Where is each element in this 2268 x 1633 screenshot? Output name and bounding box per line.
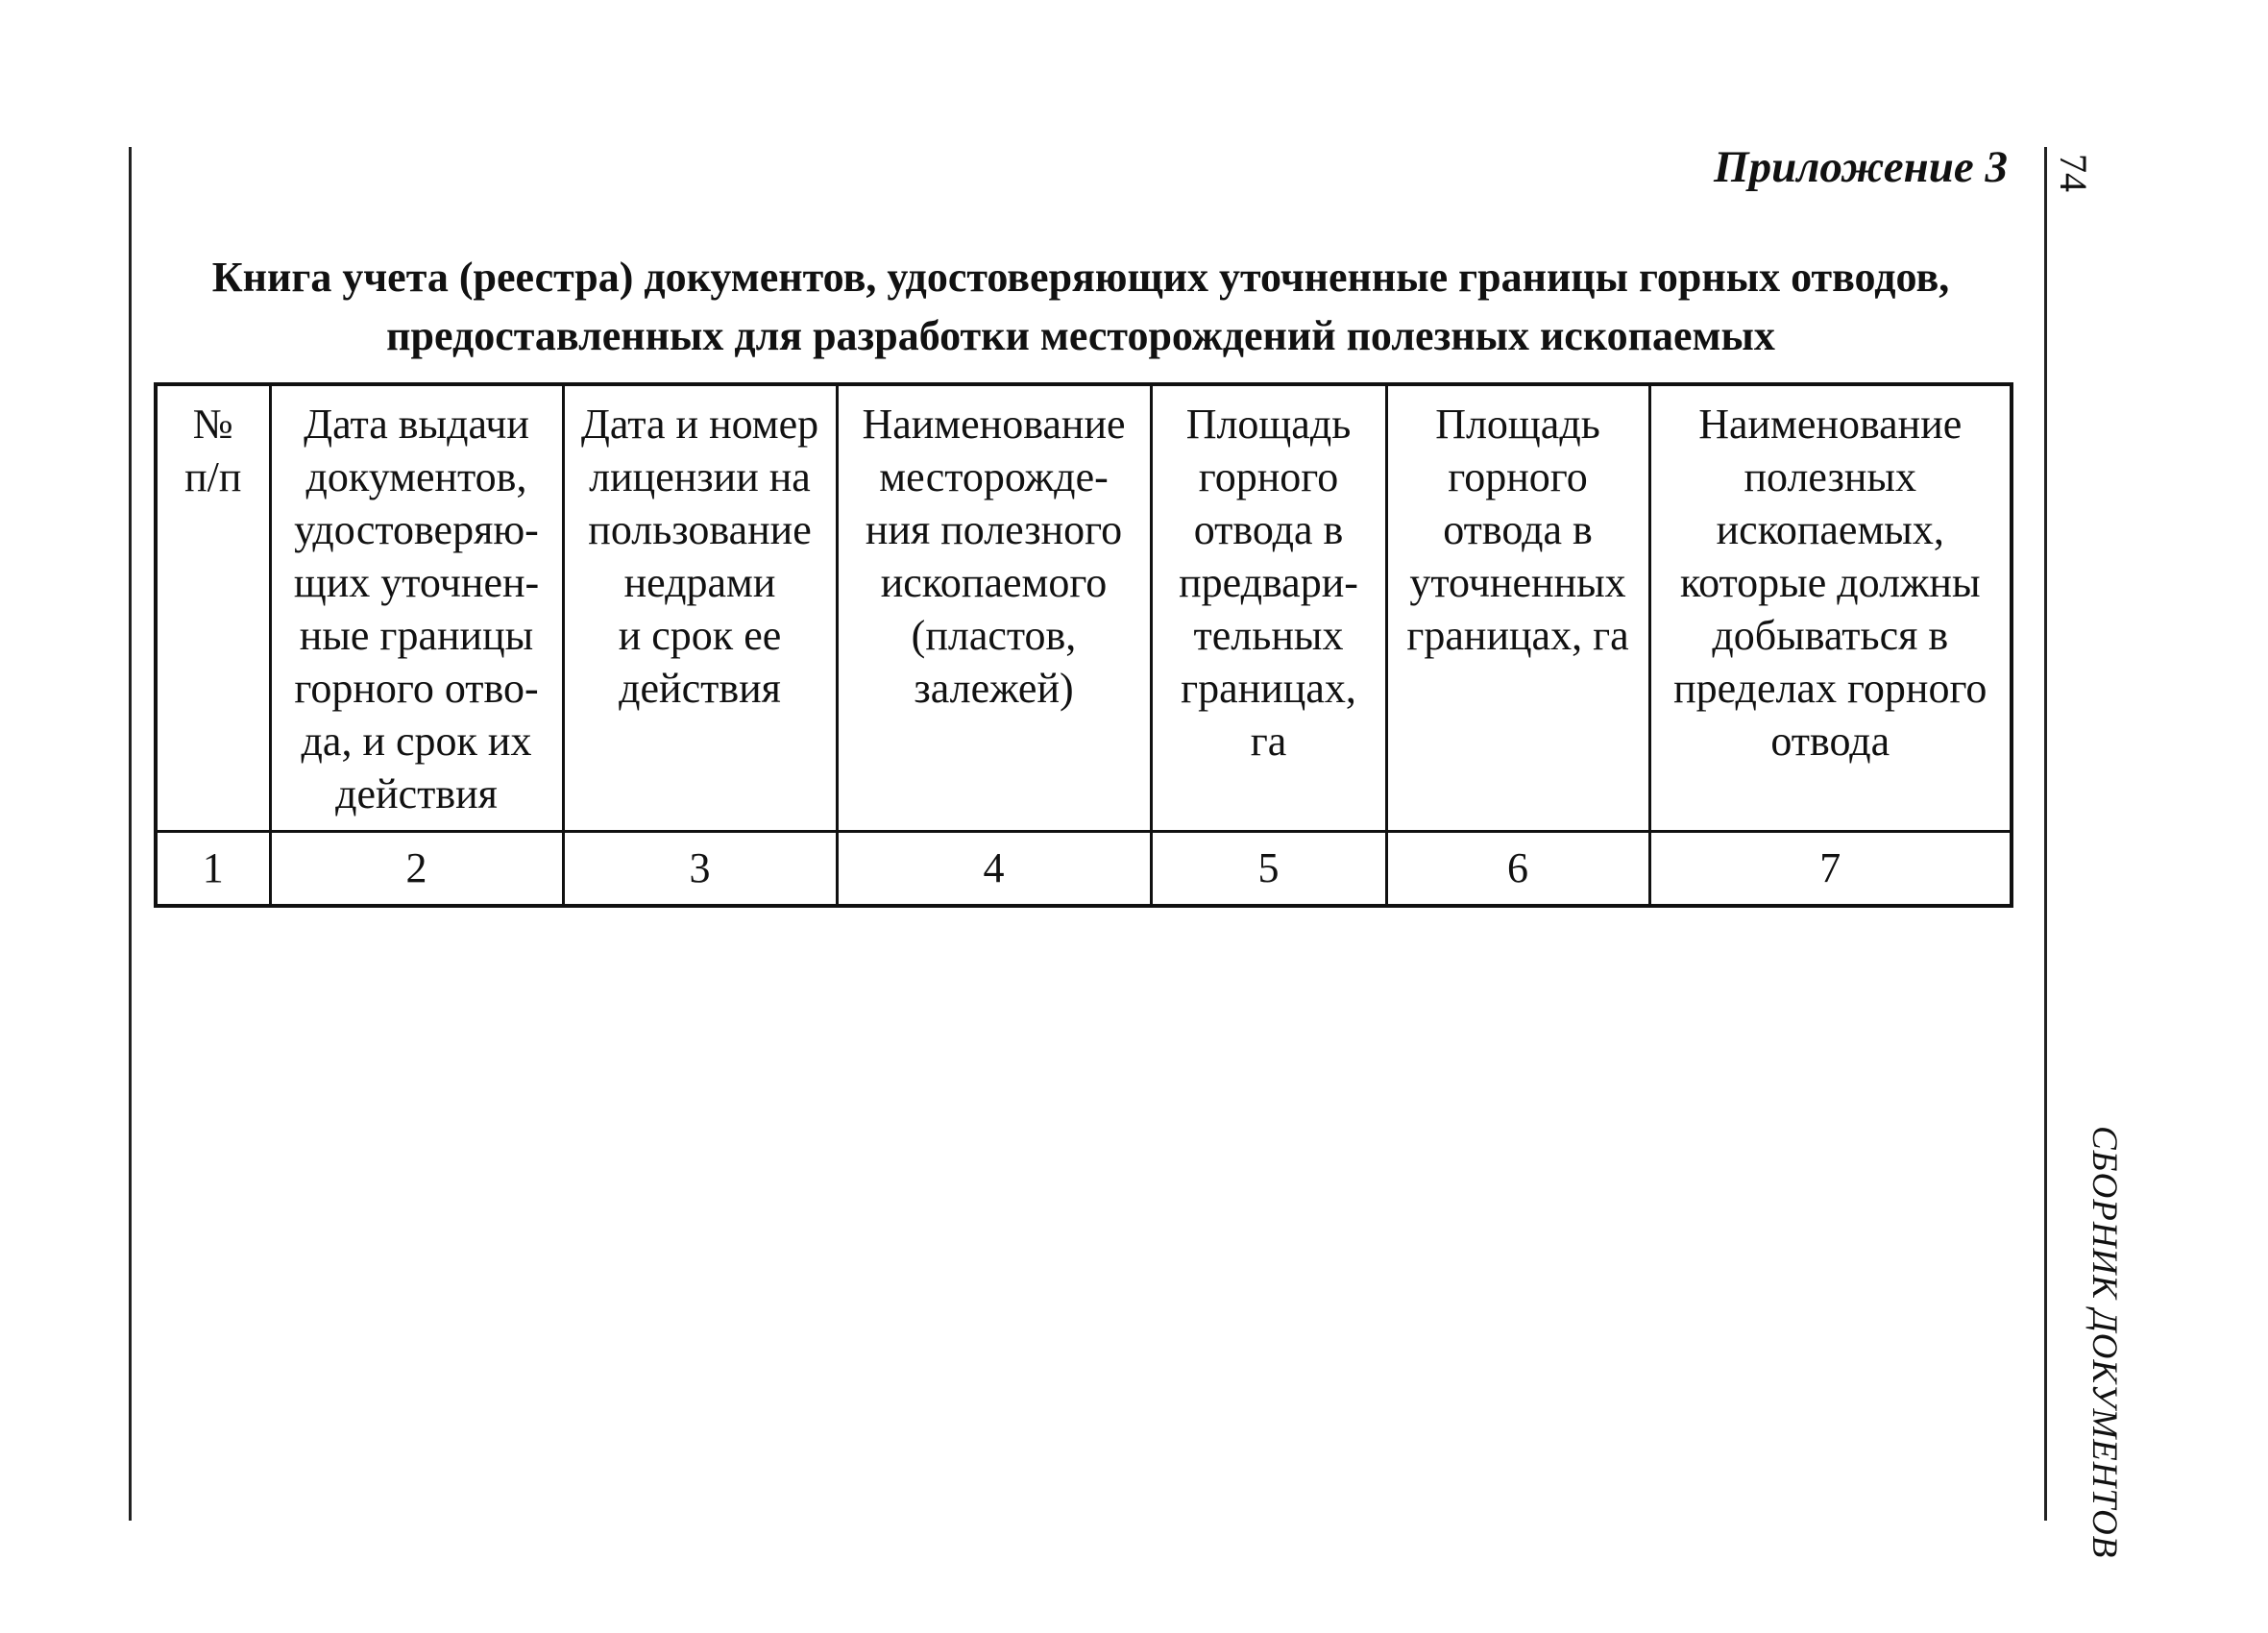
header-cell-minerals: Наименование полезных ископаемых, которые должны добываться в пределах горного отвода [1649,384,2012,831]
column-number-cell: 5 [1151,831,1386,906]
header-cell-number: № п/п [156,384,270,831]
page-number: 74 [2052,154,2095,192]
header-cell-deposit-name: Наименование месторожде- ния полезного ископаемого (пластов, залежей) [837,384,1151,831]
left-margin-rule [129,147,132,1521]
header-cell-refined-area: Площадь горного отвода в уточненных границах, га [1386,384,1649,831]
column-number-cell: 1 [156,831,270,906]
column-number-cell: 7 [1649,831,2012,906]
running-title: СБОРНИК ДОКУМЕНТОВ [2085,1126,2124,1559]
appendix-label: Приложение 3 [1714,142,2008,192]
column-number-cell: 2 [270,831,563,906]
registry-table [154,382,2013,908]
header-cell-preliminary-area: Площадь горного отвода в предвари- тельных границах, га [1151,384,1386,831]
title-line-1: Книга учета (реестра) документов, удостоверяющих уточненные границы горных отводов, [211,254,1950,301]
title-line-2: предоставленных для разработки месторождений полезных ископаемых [386,312,1775,359]
document-title [144,248,2017,365]
header-cell-issue-date: Дата выдачи документов, удостоверяю- щих уточнен- ные границы горного отво- да, и срок их действия [270,384,563,831]
column-number-cell: 4 [837,831,1151,906]
column-number-row [156,831,2012,906]
header-cell-license: Дата и номер лицензии на пользование недрами и срок ее действия [563,384,837,831]
table-header-row [156,384,2012,831]
right-margin-rule [2044,147,2047,1521]
column-number-cell: 3 [563,831,837,906]
column-number-cell: 6 [1386,831,1649,906]
